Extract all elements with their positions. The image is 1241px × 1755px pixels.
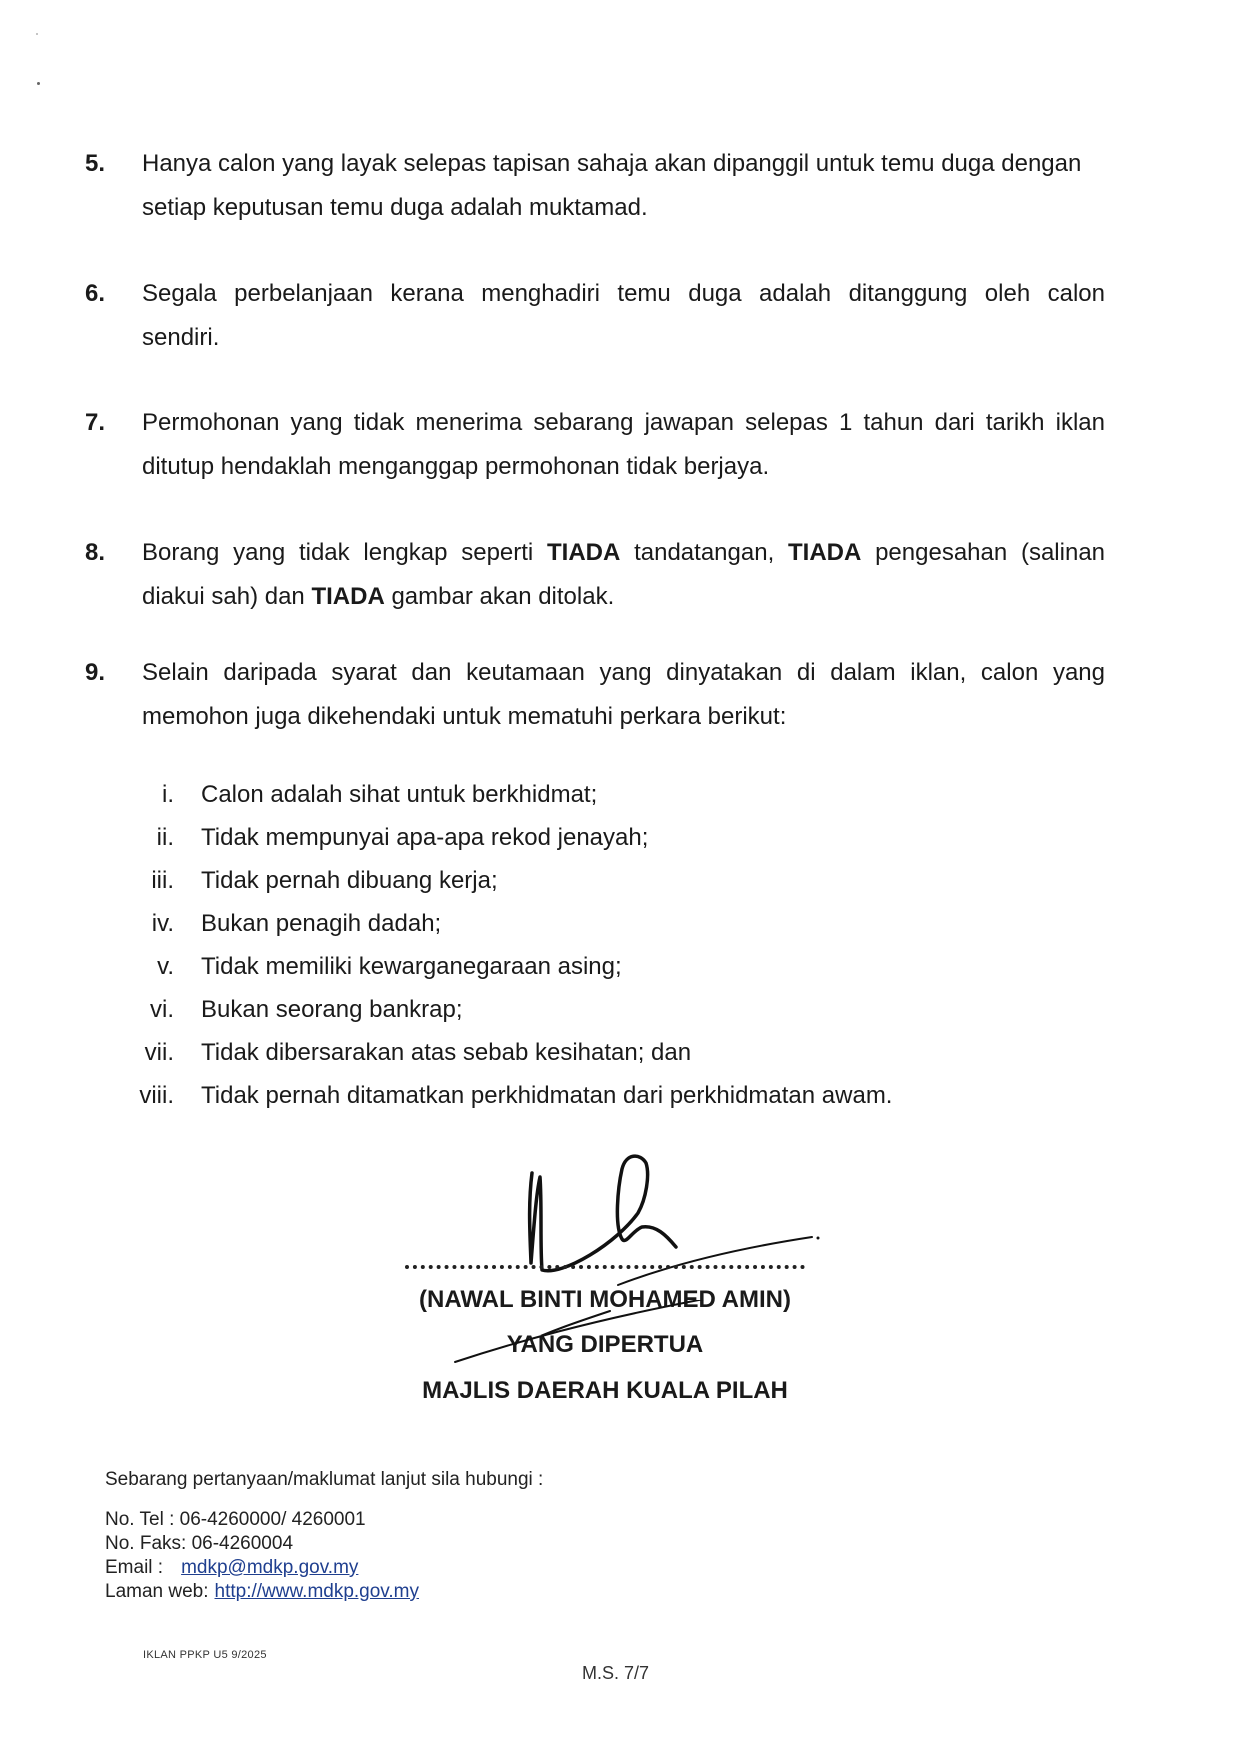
clause-line: Permohonan yang tidak menerima sebarang jawapan selepas 1 tahun dari tarikh iklan <box>142 409 1105 436</box>
list-item <box>120 816 1020 859</box>
clause-number: 8. <box>85 539 106 566</box>
contact-web <box>105 1580 419 1604</box>
scan-speck <box>36 33 38 35</box>
list-numeral: ii. <box>156 824 174 851</box>
tel-label: No. Tel : <box>105 1509 180 1530</box>
tel-value: 06-4260000/ 4260001 <box>179 1509 366 1530</box>
list-text: Tidak pernah dibuang kerja; <box>201 867 498 894</box>
list-numeral: vii. <box>144 1039 174 1066</box>
clause-line: sendiri. <box>142 324 220 351</box>
list-item <box>120 859 1020 902</box>
signatory-organization: MAJLIS DAERAH KUALA PILAH <box>422 1377 788 1404</box>
clause-text <box>142 531 1105 619</box>
clause-text <box>142 142 1105 230</box>
clause-text <box>142 651 1105 739</box>
list-text: Tidak pernah ditamatkan perkhidmatan dari perkhidmatan awam. <box>201 1082 893 1109</box>
fax-label: No. Faks: <box>105 1533 192 1554</box>
fax-value: 06-4260004 <box>191 1533 294 1554</box>
list-item <box>120 988 1020 1031</box>
emphasis-tiada: TIADA <box>547 539 621 566</box>
clause-text <box>142 401 1105 489</box>
clause-line: Selain daripada syarat dan keutamaan yang dinyatakan di dalam iklan, calon yang <box>142 659 1105 686</box>
list-numeral: iii. <box>151 867 174 894</box>
contact-intro: Sebarang pertanyaan/maklumat lanjut sila hubungi : <box>105 1469 544 1490</box>
list-text: Bukan seorang bankrap; <box>201 996 463 1023</box>
list-text: Tidak dibersarakan atas sebab kesihatan; dan <box>201 1039 692 1066</box>
clause-text <box>142 272 1105 360</box>
list-item <box>120 1074 1020 1117</box>
list-numeral: viii. <box>139 1082 174 1109</box>
list-numeral: vi. <box>150 996 174 1023</box>
clause-number: 5. <box>85 150 106 177</box>
clause-line: memohon juga dikehendaki untuk mematuhi perkara berikut: <box>142 703 787 730</box>
clause-number: 9. <box>85 659 106 686</box>
signature-tail-stroke <box>450 1300 730 1380</box>
web-label: Laman web: <box>105 1581 209 1602</box>
scan-speck <box>37 82 40 85</box>
clause-number: 7. <box>85 409 106 436</box>
list-text: Bukan penagih dadah; <box>201 910 442 937</box>
signatory-title: YANG DIPERTUA <box>506 1331 704 1358</box>
list-numeral: i. <box>162 781 174 808</box>
page-number: M.S. 7/7 <box>582 1663 650 1683</box>
document-reference: IKLAN PPKP U5 9/2025 <box>143 1649 267 1661</box>
list-text: Tidak memiliki kewarganegaraan asing; <box>201 953 622 980</box>
emphasis-tiada: TIADA <box>788 539 862 566</box>
list-numeral: iv. <box>151 910 174 937</box>
list-text: Calon adalah sihat untuk berkhidmat; <box>201 781 598 808</box>
clause-line: setiap keputusan temu duga adalah muktamad. <box>142 194 648 221</box>
email-label: Email : <box>105 1557 164 1578</box>
signatory-name: (NAWAL BINTI MOHAMED AMIN) <box>419 1286 791 1313</box>
requirements-list <box>120 773 1020 1117</box>
clause-line: Segala perbelanjaan kerana menghadiri temu duga adalah ditanggung oleh calon <box>142 280 1105 307</box>
list-item <box>120 773 1020 816</box>
clause-line: Hanya calon yang layak selepas tapisan sahaja akan dipanggil untuk temu duga dengan <box>142 150 1082 177</box>
contact-fax <box>105 1532 293 1556</box>
contact-email <box>105 1556 358 1580</box>
signature-line <box>405 1255 805 1269</box>
clause-line: ditutup hendaklah menganggap permohonan tidak berjaya. <box>142 453 770 480</box>
clause-text-part: Borang yang tidak lengkap seperti <box>142 539 548 566</box>
list-item <box>120 902 1020 945</box>
list-item <box>120 945 1020 988</box>
clause-text-part: pengesahan (salinan diakui sah) dan <box>142 539 1106 610</box>
clause-number: 6. <box>85 280 106 307</box>
web-link[interactable]: http://www.mdkp.gov.my <box>214 1581 420 1602</box>
list-numeral: v. <box>157 953 174 980</box>
list-text: Tidak mempunyai apa-apa rekod jenayah; <box>201 824 649 851</box>
clause-text-part: tandatangan, <box>620 539 788 566</box>
emphasis-tiada: TIADA <box>311 583 385 610</box>
email-link[interactable]: mdkp@mdkp.gov.my <box>181 1557 359 1578</box>
list-item <box>120 1031 1020 1074</box>
contact-tel <box>105 1508 366 1532</box>
clause-text-part: gambar akan ditolak. <box>384 583 615 610</box>
